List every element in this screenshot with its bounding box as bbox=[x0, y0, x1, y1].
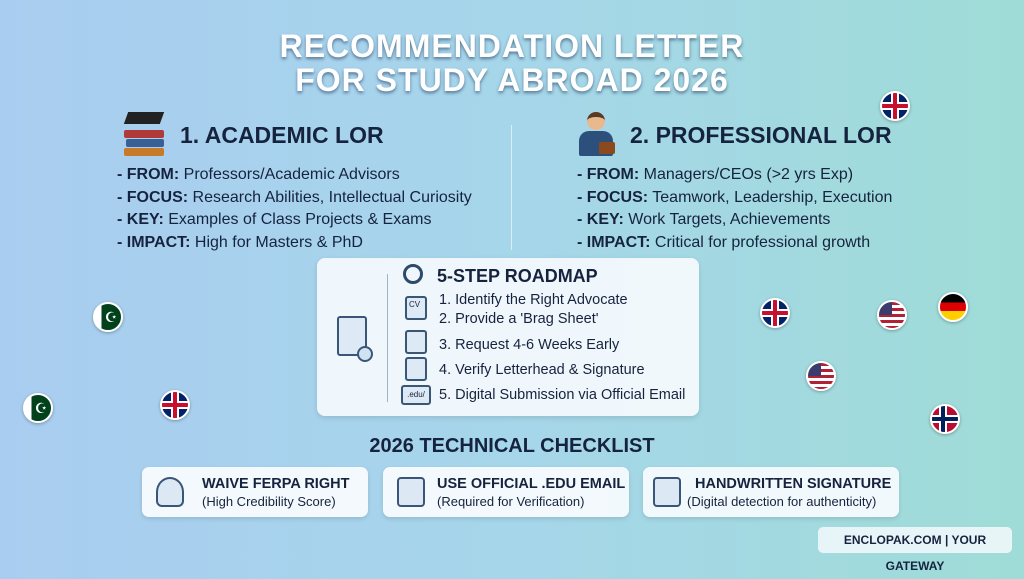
checklist-card-signature bbox=[643, 467, 899, 517]
calendar-clock-icon bbox=[405, 330, 427, 354]
pakistan-flag-icon: ☪ bbox=[23, 393, 53, 423]
signature-pen-icon bbox=[405, 357, 427, 381]
academic-item: - KEY: Examples of Class Projects & Exams bbox=[117, 211, 432, 228]
uk-flag-icon bbox=[880, 91, 910, 121]
academic-list bbox=[117, 164, 472, 254]
roadmap-step: 4. Verify Letterhead & Signature bbox=[439, 362, 645, 378]
roadmap-panel bbox=[317, 258, 699, 416]
roadmap-heading: 5-STEP ROADMAP bbox=[437, 266, 598, 286]
title-line-2: FOR STUDY ABROAD 2026 bbox=[295, 62, 729, 98]
checklist-card-email bbox=[383, 467, 629, 517]
pakistan-flag-icon: ☪ bbox=[93, 302, 123, 332]
professional-list bbox=[577, 164, 892, 254]
roadmap-step: 2. Provide a 'Brag Sheet' bbox=[439, 311, 599, 327]
roadmap-divider bbox=[387, 274, 388, 402]
academic-heading: 1. ACADEMIC LOR bbox=[180, 122, 384, 148]
uk-flag-icon bbox=[760, 298, 790, 328]
roadmap-step: 5. Digital Submission via Official Email bbox=[439, 387, 686, 403]
card-title: WAIVE FERPA RIGHT bbox=[202, 476, 350, 492]
roadmap-step: 3. Request 4-6 Weeks Early bbox=[439, 337, 620, 353]
professional-item: - FOCUS: Teamwork, Leadership, Execution bbox=[577, 188, 893, 206]
laptop-edu-icon: .edu/ bbox=[401, 385, 431, 405]
card-subtitle: (Digital detection for authenticity) bbox=[687, 494, 877, 509]
checklist-heading: 2026 TECHNICAL CHECKLIST bbox=[369, 435, 655, 457]
checklist-card-ferpa bbox=[142, 467, 368, 517]
card-title: USE OFFICIAL .EDU EMAIL bbox=[437, 476, 626, 492]
us-flag-icon bbox=[806, 361, 836, 391]
card-subtitle: (High Credibility Score) bbox=[202, 494, 336, 509]
card-subtitle: (Required for Verification) bbox=[437, 494, 585, 509]
roadmap-step: 1. Identify the Right Advocate bbox=[439, 292, 628, 308]
signature-document-icon bbox=[653, 477, 681, 507]
footer-badge: ENCLOPAK.COM | YOUR GATEWAY bbox=[818, 527, 1012, 553]
uk-flag-icon bbox=[160, 390, 190, 420]
document-check-icon bbox=[337, 316, 367, 356]
academic-item: - FOCUS: Research Abilities, Intellectual Curiosity bbox=[117, 188, 472, 206]
professional-item: - KEY: Work Targets, Achievements bbox=[577, 211, 831, 228]
professional-item: - FROM: Managers/CEOs (>2 yrs Exp) bbox=[577, 166, 854, 183]
professional-person-icon bbox=[575, 112, 619, 156]
professional-item: - IMPACT: Critical for professional growth bbox=[577, 233, 871, 251]
academic-item: - FROM: Professors/Academic Advisors bbox=[117, 166, 400, 183]
card-title: HANDWRITTEN SIGNATURE bbox=[695, 476, 892, 492]
cv-document-icon: CV bbox=[405, 296, 427, 320]
germany-flag-icon bbox=[938, 292, 968, 322]
norway-flag-icon bbox=[930, 404, 960, 434]
graduation-books-icon bbox=[122, 112, 166, 156]
professional-heading: 2. PROFESSIONAL LOR bbox=[630, 122, 892, 148]
divider bbox=[511, 125, 512, 250]
email-lock-icon bbox=[397, 477, 425, 507]
search-person-icon bbox=[403, 264, 423, 284]
us-flag-icon bbox=[877, 300, 907, 330]
academic-item: - IMPACT: High for Masters & PhD bbox=[117, 233, 363, 251]
hand-check-icon bbox=[156, 477, 184, 507]
title-line-1: RECOMMENDATION LETTER bbox=[279, 28, 745, 64]
